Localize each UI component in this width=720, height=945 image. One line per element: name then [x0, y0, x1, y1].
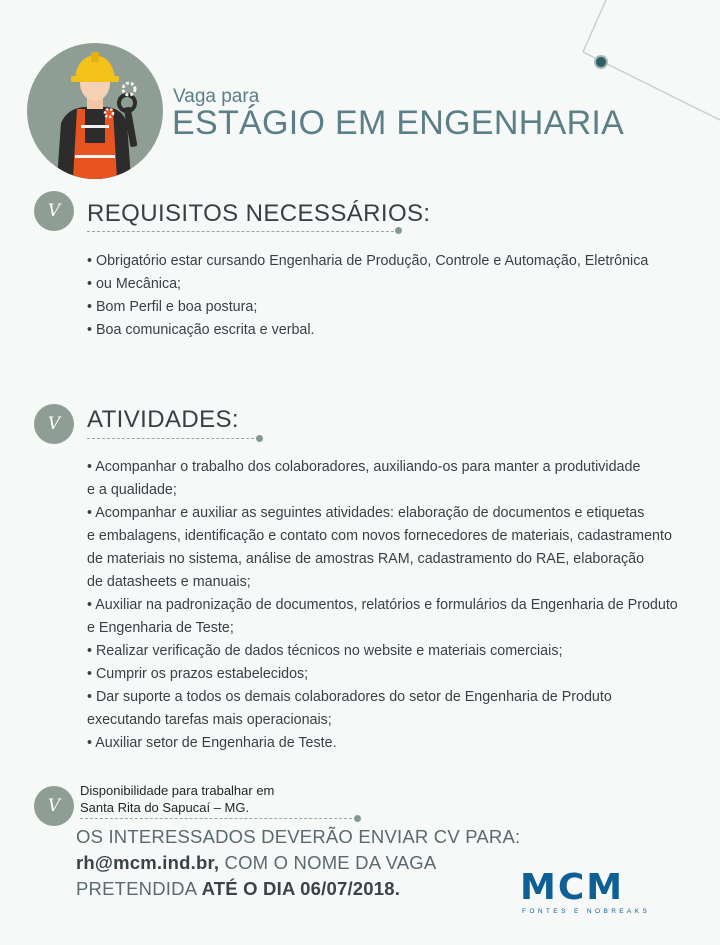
cta-line: PRETENDIDA ATÉ O DIA 06/07/2018.	[76, 878, 401, 899]
list-item-continuation: e a qualidade;	[87, 482, 177, 498]
list-item: • Acompanhar o trabalho dos colaboradores, auxiliando-os para manter a produtividade	[87, 459, 641, 475]
contact-email[interactable]: rh@mcm.ind.br,	[76, 852, 220, 873]
engineer-avatar	[27, 43, 163, 179]
deadline: ATÉ O DIA 06/07/2018.	[201, 878, 401, 899]
availability-location: Santa Rita do Sapucaí – MG.	[80, 800, 250, 815]
check-icon: V	[34, 786, 74, 826]
divider	[87, 231, 399, 232]
engineer-icon	[27, 43, 163, 179]
logo-wordmark: MCM	[520, 867, 625, 908]
list-item-continuation: e Engenharia de Teste;	[87, 620, 234, 636]
divider-dot	[256, 435, 263, 442]
requirements-heading: REQUISITOS NECESSÁRIOS:	[87, 200, 431, 227]
availability-line: Disponibilidade para trabalhar em	[80, 783, 275, 798]
check-icon: V	[34, 404, 74, 444]
list-item: • Boa comunicação escrita e verbal.	[87, 319, 648, 342]
list-item: • Acompanhar e auxiliar as seguintes atividades: elaboração de documentos e etiquetas	[87, 505, 645, 521]
list-item: • Auxiliar setor de Engenharia de Teste.	[87, 735, 337, 751]
activities-heading: ATIVIDADES:	[87, 406, 239, 433]
check-icon: V	[34, 191, 74, 231]
list-item-continuation: de datasheets e manuais;	[87, 574, 251, 590]
list-item-continuation: e embalagens, identificação e contato com novos fornecedores de materiais, cadastramento	[87, 528, 672, 544]
list-item: • Dar suporte a todos os demais colaboradores do setor de Engenharia de Produto	[87, 689, 612, 705]
page-title: ESTÁGIO EM ENGENHARIA	[172, 104, 625, 142]
activities-list	[87, 456, 678, 755]
list-item: • Obrigatório estar cursando Engenharia de Produção, Controle e Automação, Eletrônica	[87, 250, 648, 273]
list-item: • Bom Perfil e boa postura;	[87, 296, 648, 319]
list-item: • Auxiliar na padronização de documentos, relatórios e formulários da Engenharia de Produto	[87, 597, 678, 613]
availability-note	[80, 782, 274, 816]
list-item-continuation: executando tarefas mais operacionais;	[87, 712, 332, 728]
list-item: • Realizar verificação de dados técnicos no website e materiais comerciais;	[87, 643, 563, 659]
cta-line: rh@mcm.ind.br, COM O NOME DA VAGA	[76, 852, 437, 873]
logo-tagline: FONTES E NOBREAKS	[522, 908, 651, 915]
divider	[87, 438, 259, 439]
title-prefix: Vaga para	[173, 86, 260, 107]
list-item: • Cumprir os prazos estabelecidos;	[87, 666, 309, 682]
application-instructions	[76, 824, 520, 902]
divider	[80, 818, 357, 819]
list-item-continuation: de materiais no sistema, análise de amostras RAM, cadastramento do RAE, elaboração	[87, 551, 645, 567]
divider-dot	[354, 815, 361, 822]
requirements-list	[87, 250, 648, 342]
list-item-continuation: • ou Mecânica;	[87, 273, 648, 296]
cta-line: OS INTERESSADOS DEVERÃO ENVIAR CV PARA:	[76, 826, 521, 847]
company-logo	[520, 867, 680, 915]
divider-dot	[395, 227, 402, 234]
